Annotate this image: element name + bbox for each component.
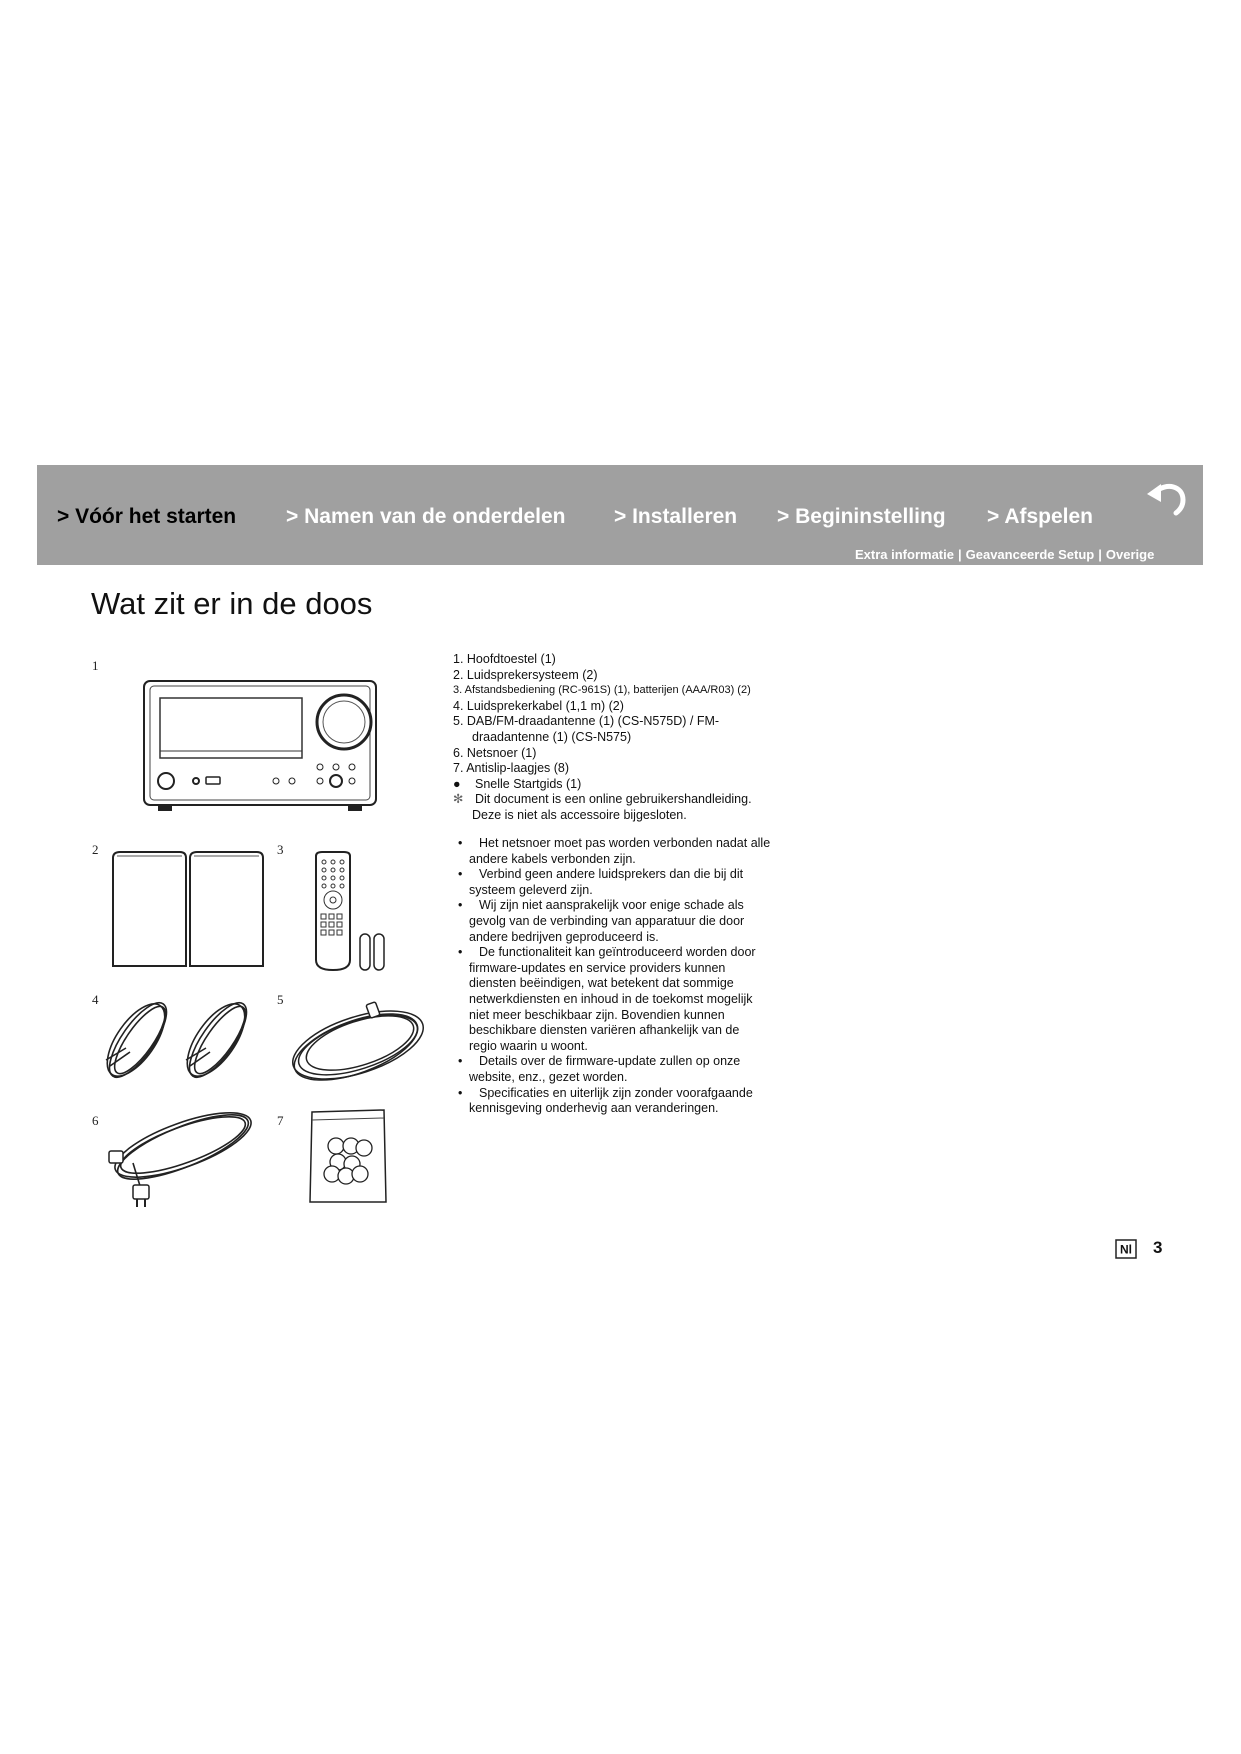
list-item: 4. Luidsprekerkabel (1,1 m) (2)	[453, 698, 624, 713]
link-extra-informatie[interactable]: Extra informatie	[855, 547, 954, 562]
tab-voor-het-starten[interactable]: > Vóór het starten	[57, 505, 237, 528]
note-line: netwerkdiensten en inhoud in de toekomst mogelijk	[469, 991, 753, 1006]
link-overige[interactable]: Overige	[1105, 547, 1155, 562]
note-line: Specificaties en uiterlijk zijn zonder voorafgaande	[479, 1085, 753, 1100]
page-number: 3	[1153, 1238, 1163, 1257]
figure-number: 2	[92, 842, 99, 857]
figure-number: 6	[92, 1113, 99, 1128]
list-item: 2. Luidsprekersysteem (2)	[453, 667, 598, 682]
list-item: 3. Afstandsbediening (RC-961S) (1), batterijen (AAA/R03) (2)	[453, 684, 751, 697]
bullet-icon: •	[458, 1054, 463, 1069]
note-line: niet meer beschikbaar zijn. Bovendien kunnen	[469, 1007, 725, 1022]
quick-guide-label: Snelle Startgids (1)	[475, 776, 582, 791]
figure-number: 4	[92, 992, 99, 1007]
note-line: kennisgeving onderhevig aan veranderingen.	[469, 1101, 719, 1116]
note-line: gevolg van de verbinding van apparatuur die door	[469, 913, 745, 928]
separator: |	[957, 547, 962, 562]
remote-control-icon	[312, 850, 392, 975]
note-item	[453, 898, 823, 945]
note-item	[453, 1086, 823, 1117]
note-item	[453, 867, 823, 898]
note-line: Verbind geen andere luidsprekers dan die bij dit	[479, 867, 744, 882]
note-line: andere bedrijven geproduceerd is.	[469, 929, 659, 944]
asterisk-note-line: Dit document is een online gebruikershandleiding.	[475, 792, 752, 807]
figure-number: 7	[277, 1113, 284, 1128]
note-line: website, enz., gezet worden.	[469, 1069, 628, 1084]
bullet-icon: ●	[453, 776, 461, 791]
asterisk-icon: ✻	[453, 792, 464, 807]
bullet-icon: •	[458, 898, 463, 913]
note-line: firmware-updates en service providers kunnen	[469, 960, 726, 975]
top-navigation-bar	[37, 465, 1203, 565]
note-line: andere kabels verbonden zijn.	[469, 851, 636, 866]
note-item	[453, 945, 823, 1054]
secondary-navigation	[855, 547, 1154, 562]
anti-slip-pads-icon	[306, 1106, 391, 1206]
list-item: 6. Netsnoer (1)	[453, 745, 537, 760]
note-item	[453, 1054, 823, 1085]
note-line: diensten beëindigen, wat betekent dat sommige	[469, 976, 734, 991]
list-item: 1. Hoofdtoestel (1)	[453, 652, 556, 666]
quick-guide-item	[453, 777, 813, 793]
bullet-icon: •	[458, 867, 463, 882]
asterisk-note	[453, 792, 813, 808]
bullet-icon: •	[458, 836, 463, 850]
note-item	[453, 836, 823, 867]
speaker-cable-icon	[96, 990, 271, 1090]
tab-installeren[interactable]: > Installeren	[614, 505, 738, 528]
note-line: beschikbare diensten variëren afhankelijk van de	[469, 1023, 740, 1038]
page-title: Wat zit er in de doos	[91, 586, 373, 621]
bullet-icon: •	[458, 945, 463, 960]
language-code: Nl	[1120, 1242, 1132, 1257]
separator: |	[1098, 547, 1102, 562]
box-contents-list	[453, 652, 813, 824]
figure-number: 1	[92, 658, 99, 673]
tab-namen-van-de-onderdelen[interactable]: > Namen van de onderdelen	[286, 505, 566, 528]
note-line: Het netsnoer moet pas worden verbonden nadat alle	[479, 836, 771, 850]
figure-number: 5	[277, 992, 284, 1007]
tab-begininstelling[interactable]: > Begininstelling	[777, 505, 946, 528]
list-item: 5. DAB/FM-draadantenne (1) (CS-N575D) / FM-	[453, 714, 720, 729]
speakers-icon	[108, 848, 268, 973]
note-line: Details over de firmware-update zullen op onze	[479, 1054, 741, 1069]
tab-afspelen[interactable]: > Afspelen	[987, 505, 1094, 528]
return-arrow-icon[interactable]	[1145, 480, 1189, 516]
nl-language-icon	[1115, 1239, 1137, 1259]
link-geavanceerde-setup[interactable]: Geavanceerde Setup	[965, 547, 1095, 562]
main-unit-icon	[140, 678, 385, 818]
notes-list	[453, 836, 823, 1117]
note-line: regio waarin u woont.	[469, 1038, 588, 1053]
power-cord-icon	[103, 1103, 258, 1213]
asterisk-note-line: Deze is niet als accessoire bijgesloten.	[472, 807, 687, 822]
figure-number: 3	[277, 842, 284, 857]
bullet-icon: •	[458, 1085, 463, 1100]
note-line: De functionaliteit kan geïntroduceerd worden door	[479, 945, 756, 960]
note-line: systeem geleverd zijn.	[469, 882, 593, 897]
list-item-continuation: draadantenne (1) (CS-N575)	[472, 729, 632, 744]
note-line: Wij zijn niet aansprakelijk voor enige schade als	[479, 898, 744, 913]
list-item: 7. Antislip-laagjes (8)	[453, 761, 570, 776]
antenna-icon	[286, 995, 431, 1085]
